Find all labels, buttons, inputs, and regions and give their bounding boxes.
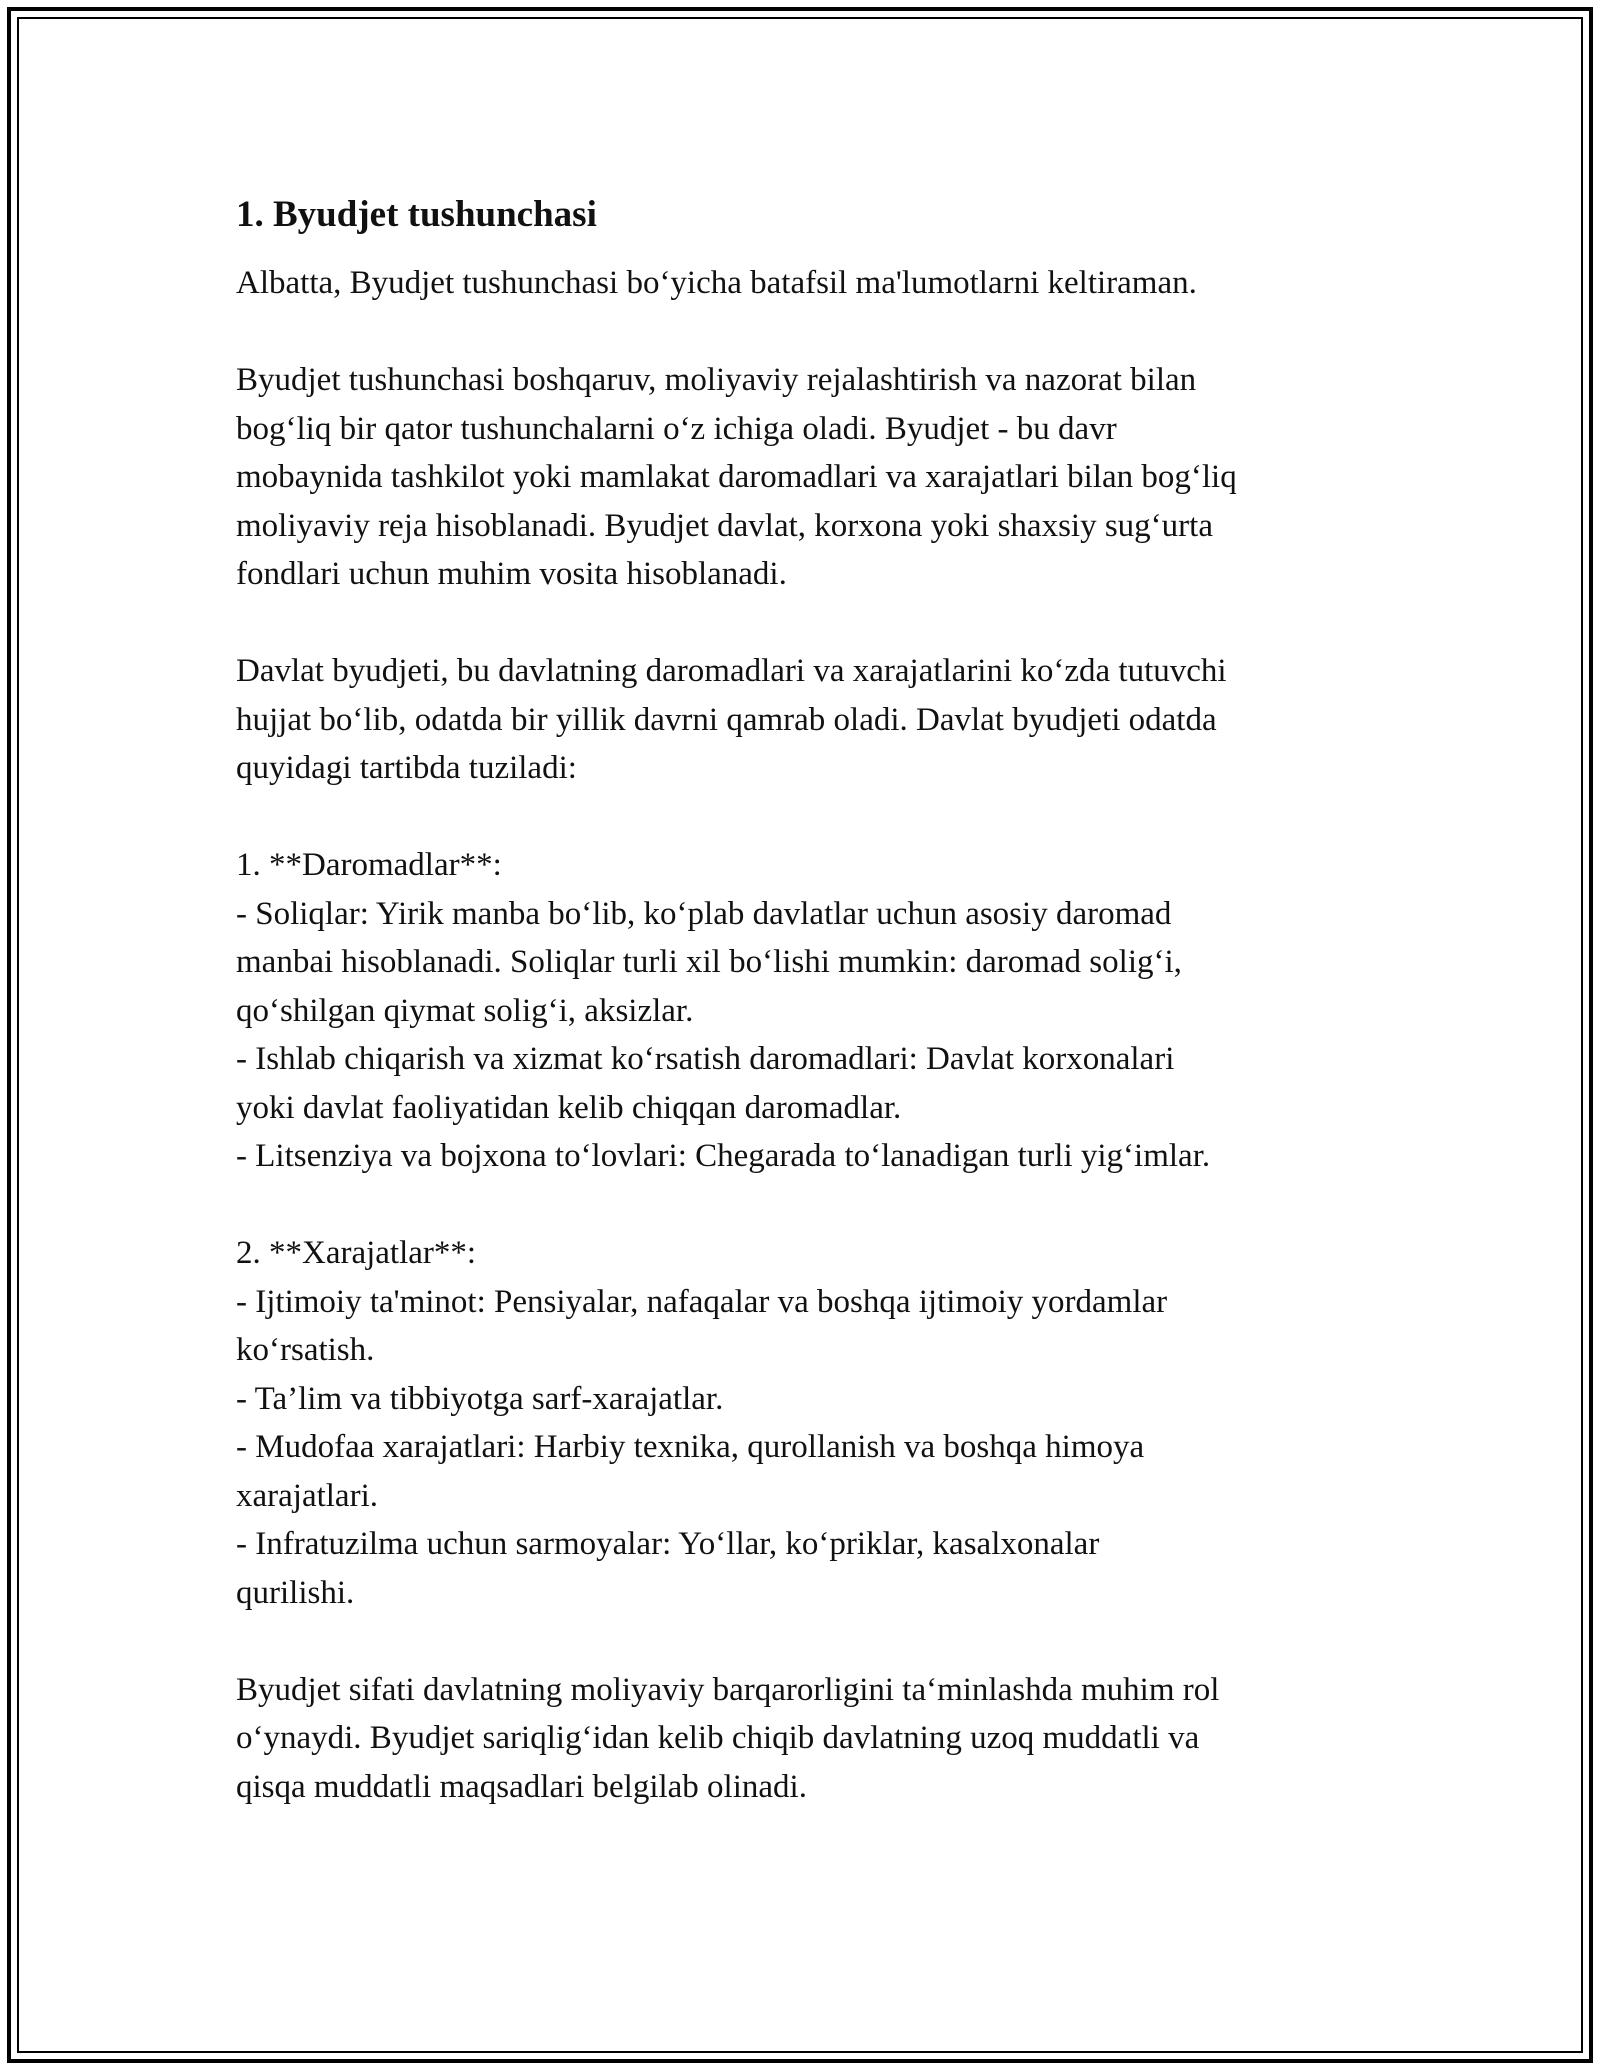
list-item: - Mudofaa xarajatlari: Harbiy texnika, qurollanish va boshqa himoya xarajatlari. — [236, 1429, 1145, 1514]
paragraph-gap — [236, 599, 1366, 648]
expenses-section — [236, 1229, 1366, 1617]
income-section — [236, 841, 1366, 1181]
conclusion-text: Byudjet sifati davlatning moliyaviy barqarorligini ta‘minlashda muhim rol o‘ynaydi. Byudjet sariqlig‘idan kelib chiqib davlatning uzoq muddatli va qisqa muddatli maqsadlari belgilab olinadi. — [236, 1671, 1220, 1805]
list-item: - Ijtimoiy ta'minot: Pensiyalar, nafaqalar va boshqa ijtimoiy yordamlar ko‘rsatish. — [236, 1283, 1168, 1368]
list-item: - Infratuzilma uchun sarmoyalar: Yo‘llar, ko‘priklar, kasalxonalar qurilishi. — [236, 1526, 1100, 1611]
list-item: - Soliqlar: Yirik manba bo‘lib, ko‘plab davlatlar uchun asosiy daromad manbai hisoblanadi. Soliqlar turli xil bo‘lishi mumkin: daromad solig‘i, qo‘shilgan qiymat solig‘i, aksizlar. — [236, 895, 1182, 1029]
document-heading: 1. Byudjet tushunchasi — [236, 194, 597, 235]
list-item: - Litsenziya va bojxona to‘lovlari: Chegarada to‘lanadigan turli yig‘imlar. — [236, 1138, 1211, 1174]
paragraph-gap — [236, 1617, 1366, 1666]
document-body — [236, 185, 1366, 1811]
expenses-section-title: 2. **Xarajatlar**: — [236, 1235, 477, 1271]
paragraph-gap — [236, 308, 1366, 357]
list-item: - Ishlab chiqarish va xizmat ko‘rsatish daromadlari: Davlat korxonalari yoki davlat faoliyatidan kelib chiqqan daromadlar. — [236, 1041, 1175, 1126]
paragraph-state-budget: Davlat byudjeti, bu davlatning daromadlari va xarajatlarini ko‘zda tutuvchi hujjat bo‘lib, odatda bir yillik davrni qamrab oladi. Davlat byudjeti odatda quyidagi tartibda tuziladi: — [236, 653, 1227, 786]
income-section-title: 1. **Daromadlar**: — [236, 847, 502, 883]
paragraph-budget-concept: Byudjet tushunchasi boshqaruv, moliyaviy rejalashtirish va nazorat bilan bog‘liq bir qator tushunchalarni o‘z ichiga oladi. Byudjet - bu davr mobaynida tashkilot yoki mamlakat daromadlari va xarajatlari bilan bog‘liq moliyaviy reja hisoblanadi. Byudjet davlat, korxona yoki shaxsiy sug‘urta fondlari uchun muhim vosita hisoblanadi. — [236, 362, 1237, 592]
paragraph-gap — [236, 793, 1366, 842]
paragraph-gap — [236, 1181, 1366, 1230]
intro-text: Albatta, Byudjet tushunchasi bo‘yicha batafsil ma'lumotlarni keltiraman. — [236, 265, 1197, 301]
list-item: - Ta’lim va tibbiyotga sarf-xarajatlar. — [236, 1380, 724, 1417]
